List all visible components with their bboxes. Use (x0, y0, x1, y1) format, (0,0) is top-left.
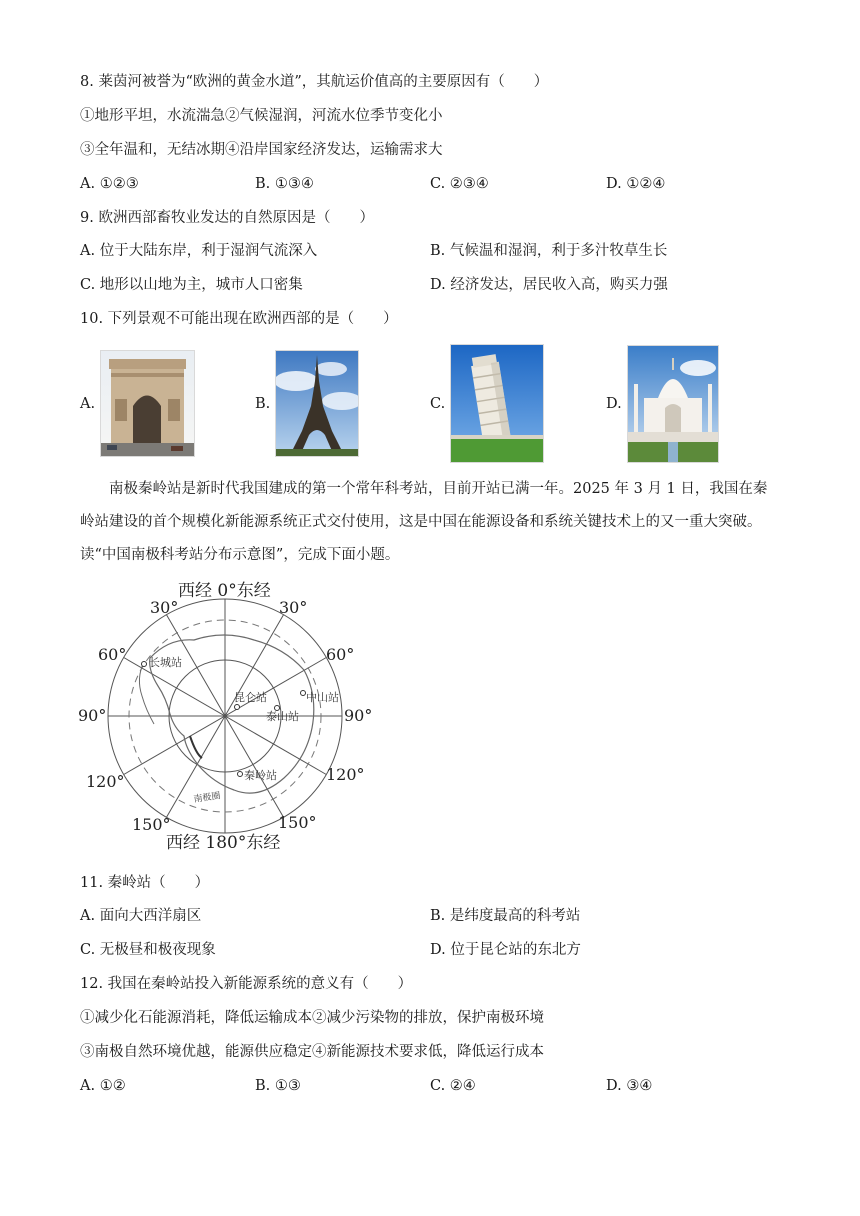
lon-label-br120: 120° (326, 765, 365, 784)
lon-label-bl150: 150° (132, 815, 171, 834)
question-8-statement-2: ③全年温和，无结冰期④沿岸国家经济发达，运输需求大 (80, 142, 443, 158)
lon-label-br150: 150° (278, 813, 317, 832)
question-9-option-c: C. 地形以山地为主，城市人口密集 (80, 277, 303, 293)
lon-label-tl60: 60° (98, 645, 127, 664)
question-8-statement-1: ①地形平坦，水流湍急②气候湿润，河流水位季节变化小 (80, 108, 443, 124)
taj-mahal-image (627, 345, 719, 463)
question-11-option-b: B. 是纬度最高的科考站 (430, 908, 581, 924)
passage-line-2: 岭站建设的首个规模化新能源系统正式交付使用，这是中国在能源设备和系统关键技术上的又一重大突破。 (80, 514, 762, 530)
lon-label-bl120: 120° (86, 772, 125, 791)
question-11-option-a: A. 面向大西洋扇区 (80, 908, 202, 924)
question-12-option-a: A. ①② (80, 1078, 126, 1094)
question-10-stem: 10. 下列景观不可能出现在欧洲西部的是（ ） (80, 311, 398, 327)
question-12-option-c: C. ②④ (430, 1078, 476, 1094)
question-8-option-b: B. ①③④ (255, 176, 314, 192)
question-9-option-b: B. 气候温和湿润，利于多汁牧草生长 (430, 243, 668, 259)
eiffel-tower-image (275, 350, 359, 457)
passage-line-1: 南极秦岭站是新时代我国建成的第一个常年科考站，目前开站已满一年。2025 年 3 月 1 日，我国在秦 (109, 481, 768, 497)
passage-line-3: 读“中国南极科考站分布示意图”，完成下面小题。 (80, 547, 400, 563)
arc-de-triomphe-image (100, 350, 195, 457)
antarctic-stations-map (74, 578, 374, 858)
station-great-wall: 长城站 (149, 656, 182, 669)
passage (80, 473, 784, 572)
lon-label-l90: 90° (78, 706, 107, 725)
question-11-option-d: D. 位于昆仑站的东北方 (430, 942, 581, 958)
question-11-option-c: C. 无极昼和极夜现象 (80, 942, 216, 958)
lon-label-r90: 90° (344, 706, 373, 725)
question-12-statement-2: ③南极自然环境优越，能源供应稳定④新能源技术要求低，降低运行成本 (80, 1044, 544, 1060)
question-10-label-c: C. (430, 396, 446, 412)
question-12-option-d: D. ③④ (606, 1078, 653, 1094)
question-10-label-d: D. (606, 396, 622, 412)
station-taishan: 泰山站 (266, 710, 299, 723)
map-top-label: 西经 0°东经 (178, 581, 271, 601)
map-sea-label: 南极圈 (193, 791, 222, 805)
lon-label-tr60: 60° (326, 645, 355, 664)
question-9-option-a: A. 位于大陆东岸，利于湿润气流深入 (80, 243, 318, 259)
station-qinling: 秦岭站 (244, 769, 277, 782)
question-12-statement-1: ①减少化石能源消耗，降低运输成本②减少污染物的排放，保护南极环境 (80, 1010, 544, 1026)
station-zhongshan: 中山站 (306, 691, 339, 704)
leaning-tower-of-pisa-image (450, 344, 544, 463)
question-8-option-a: A. ①②③ (80, 176, 139, 192)
question-8-stem: 8. 莱茵河被誉为“欧洲的黄金水道”，其航运价值高的主要原因有（ ） (80, 74, 549, 90)
question-12-stem: 12. 我国在秦岭站投入新能源系统的意义有（ ） (80, 976, 413, 992)
question-12-option-b: B. ①③ (255, 1078, 301, 1094)
question-10-label-a: A. (80, 396, 96, 412)
question-9-stem: 9. 欧洲西部畜牧业发达的自然原因是（ ） (80, 210, 374, 226)
lon-label-tl30: 30° (150, 598, 179, 617)
question-9-option-d: D. 经济发达，居民收入高，购买力强 (430, 277, 668, 293)
question-8-option-d: D. ①②④ (606, 176, 666, 192)
question-8-option-c: C. ②③④ (430, 176, 489, 192)
question-11-stem: 11. 秦岭站（ ） (80, 875, 210, 891)
station-kunlun: 昆仑站 (234, 691, 267, 704)
question-10-label-b: B. (255, 396, 271, 412)
lon-label-tr30: 30° (279, 598, 308, 617)
map-bottom-label: 西经 180°东经 (166, 833, 281, 853)
